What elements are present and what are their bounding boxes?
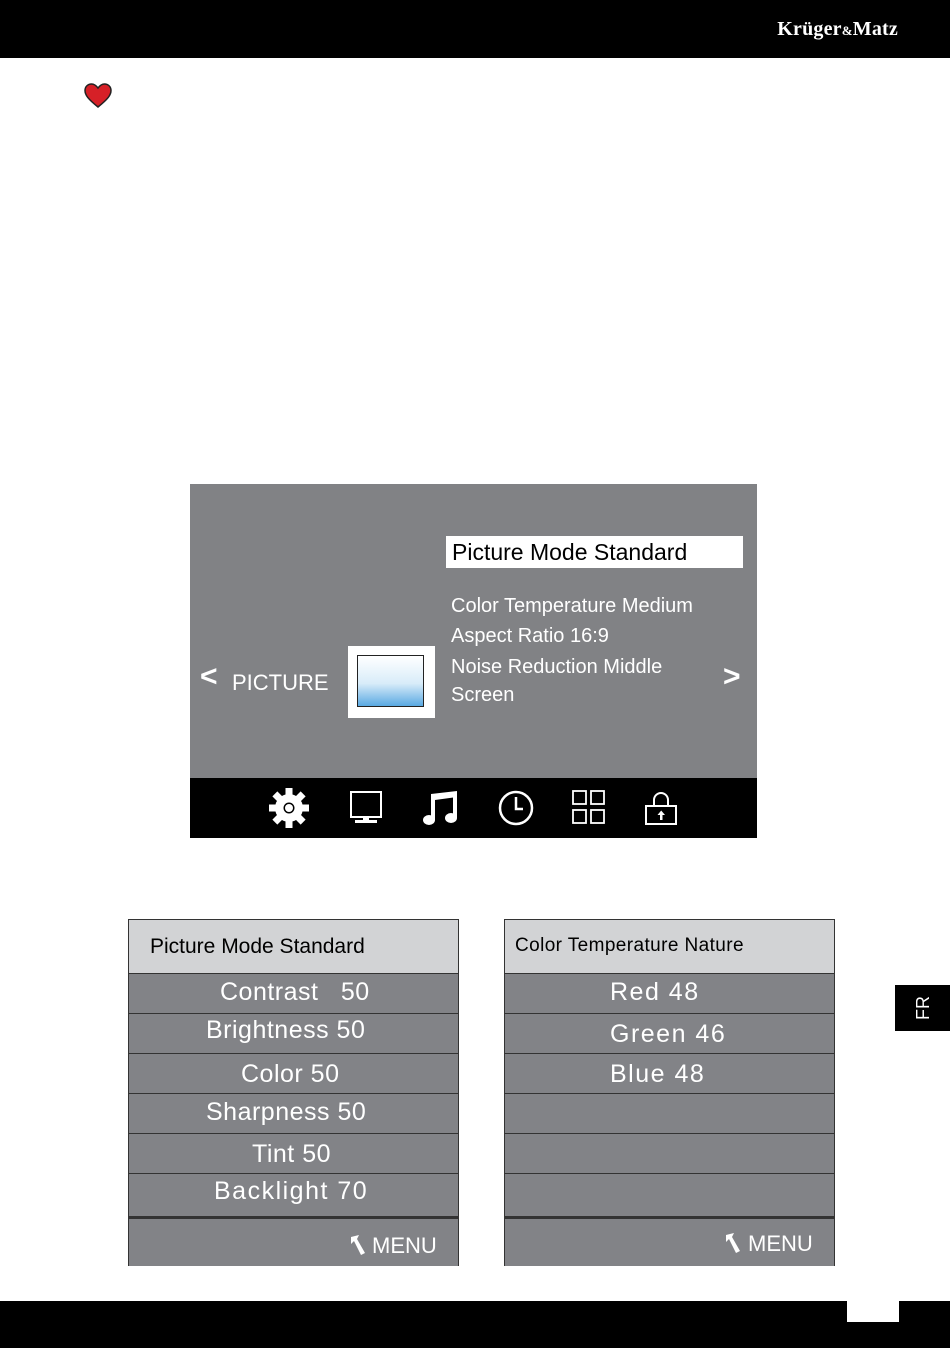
picture-settings-panel <box>128 919 459 1266</box>
osd-selected-item[interactable]: Picture Mode Standard <box>446 536 743 568</box>
setting-row[interactable] <box>505 1174 834 1217</box>
osd-left-arrow[interactable]: < <box>200 660 218 693</box>
heart-icon <box>84 83 112 109</box>
osd-icon-bar <box>190 778 757 838</box>
gear-icon[interactable] <box>268 788 310 828</box>
return-arrow-icon <box>350 1235 368 1255</box>
setting-row[interactable]: Green 46 <box>505 1014 834 1054</box>
panel-footer <box>505 1217 834 1266</box>
return-arrow-icon <box>725 1233 743 1253</box>
page-number-box <box>847 1301 899 1322</box>
osd-item[interactable]: Aspect Ratio 16:9 <box>451 625 609 647</box>
osd-item[interactable]: Color Temperature Medium <box>451 595 693 617</box>
osd-item[interactable]: Screen <box>451 684 515 706</box>
clock-icon[interactable] <box>495 788 537 828</box>
panel-footer <box>129 1217 458 1266</box>
setting-row[interactable]: Brightness 50 <box>129 1014 458 1054</box>
osd-menu-picture <box>190 484 757 838</box>
setting-row[interactable]: Tint 50 <box>129 1134 458 1174</box>
lock-icon[interactable] <box>640 788 682 828</box>
picture-thumbnail <box>348 646 435 718</box>
grid-icon[interactable] <box>568 788 610 828</box>
osd-right-arrow[interactable]: > <box>723 660 741 693</box>
footer-bar <box>0 1301 950 1348</box>
music-note-icon[interactable] <box>420 788 462 828</box>
setting-row[interactable]: Color 50 <box>129 1054 458 1094</box>
header-bar <box>0 0 950 58</box>
setting-row[interactable]: Contrast 50 <box>129 974 458 1014</box>
menu-label[interactable]: MENU <box>372 1233 437 1258</box>
language-tab-label: FR <box>913 996 933 1020</box>
setting-row[interactable] <box>505 1094 834 1134</box>
setting-row[interactable]: Sharpness 50 <box>129 1094 458 1134</box>
brand-logo: Krüger&Matz <box>777 18 898 40</box>
osd-item[interactable]: Noise Reduction Middle <box>451 656 663 678</box>
osd-category-label: PICTURE <box>232 670 329 695</box>
panel-title: Color Temperature Nature <box>505 920 834 974</box>
setting-row[interactable]: Blue 48 <box>505 1054 834 1094</box>
menu-label[interactable]: MENU <box>748 1231 813 1256</box>
panel-title: Picture Mode Standard <box>129 920 458 974</box>
setting-row[interactable]: Backlight 70 <box>129 1174 458 1217</box>
setting-row[interactable] <box>505 1134 834 1174</box>
monitor-icon[interactable] <box>345 788 387 828</box>
setting-row[interactable]: Red 48 <box>505 974 834 1014</box>
color-temperature-panel <box>504 919 835 1266</box>
